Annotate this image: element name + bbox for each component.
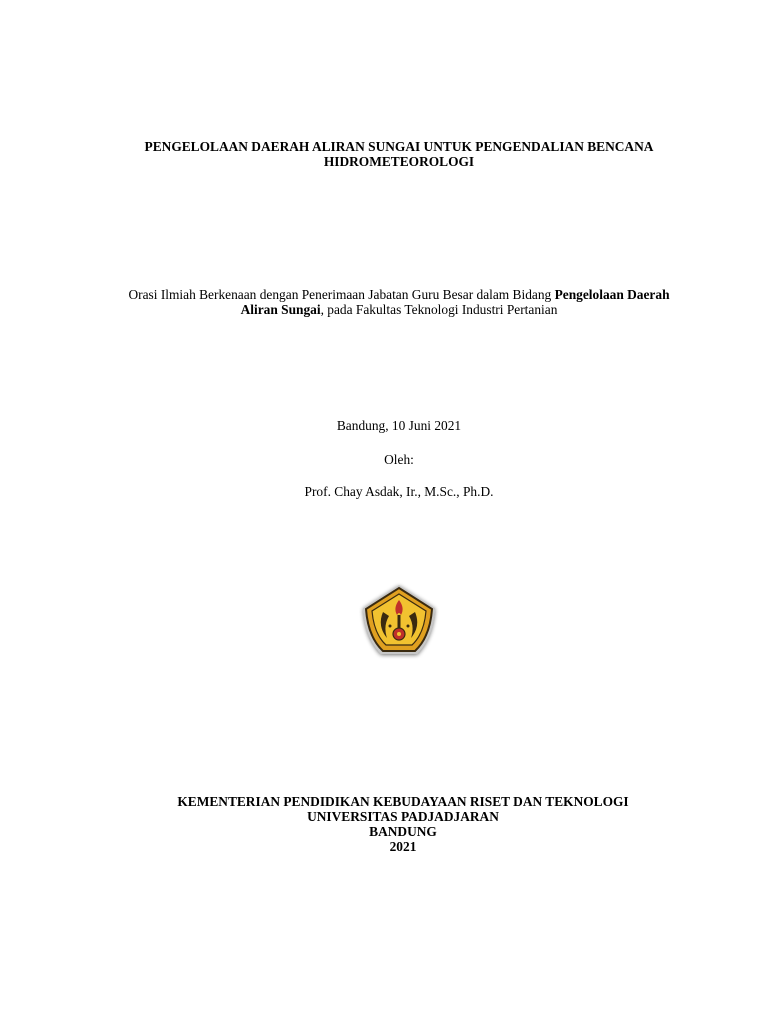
by-label: Oleh: bbox=[384, 452, 414, 467]
footer-city: BANDUNG bbox=[369, 824, 437, 839]
subtitle-text-2: , pada Fakultas Teknologi Industri Pertanian bbox=[320, 302, 558, 317]
subtitle-bold-2: Aliran Sungai bbox=[240, 302, 321, 317]
subtitle-bold-1: Pengelolaan Daerah bbox=[554, 287, 670, 302]
document-subtitle bbox=[40, 287, 758, 317]
title-line-1: PENGELOLAAN DAERAH ALIRAN SUNGAI UNTUK PENGENDALIAN BENCANA bbox=[144, 139, 654, 154]
footer-university: UNIVERSITAS PADJADJARAN bbox=[307, 809, 499, 824]
subtitle-line-2 bbox=[40, 302, 758, 317]
title-line-2: HIDROMETEOROLOGI bbox=[323, 154, 475, 169]
document-footer bbox=[60, 794, 746, 854]
subtitle-text-1: Orasi Ilmiah Berkenaan dengan Penerimaan Jabatan Guru Besar dalam Bidang bbox=[128, 287, 555, 302]
subtitle-line-1 bbox=[40, 287, 758, 302]
document-date: Bandung, 10 Juni 2021 bbox=[336, 418, 462, 433]
footer-year: 2021 bbox=[389, 839, 417, 854]
footer-ministry: KEMENTERIAN PENDIDIKAN KEBUDAYAAN RISET DAN TEKNOLOGI bbox=[177, 794, 629, 809]
document-title bbox=[60, 139, 738, 169]
author-name: Prof. Chay Asdak, Ir., M.Sc., Ph.D. bbox=[304, 484, 494, 499]
university-emblem-icon bbox=[359, 582, 439, 660]
